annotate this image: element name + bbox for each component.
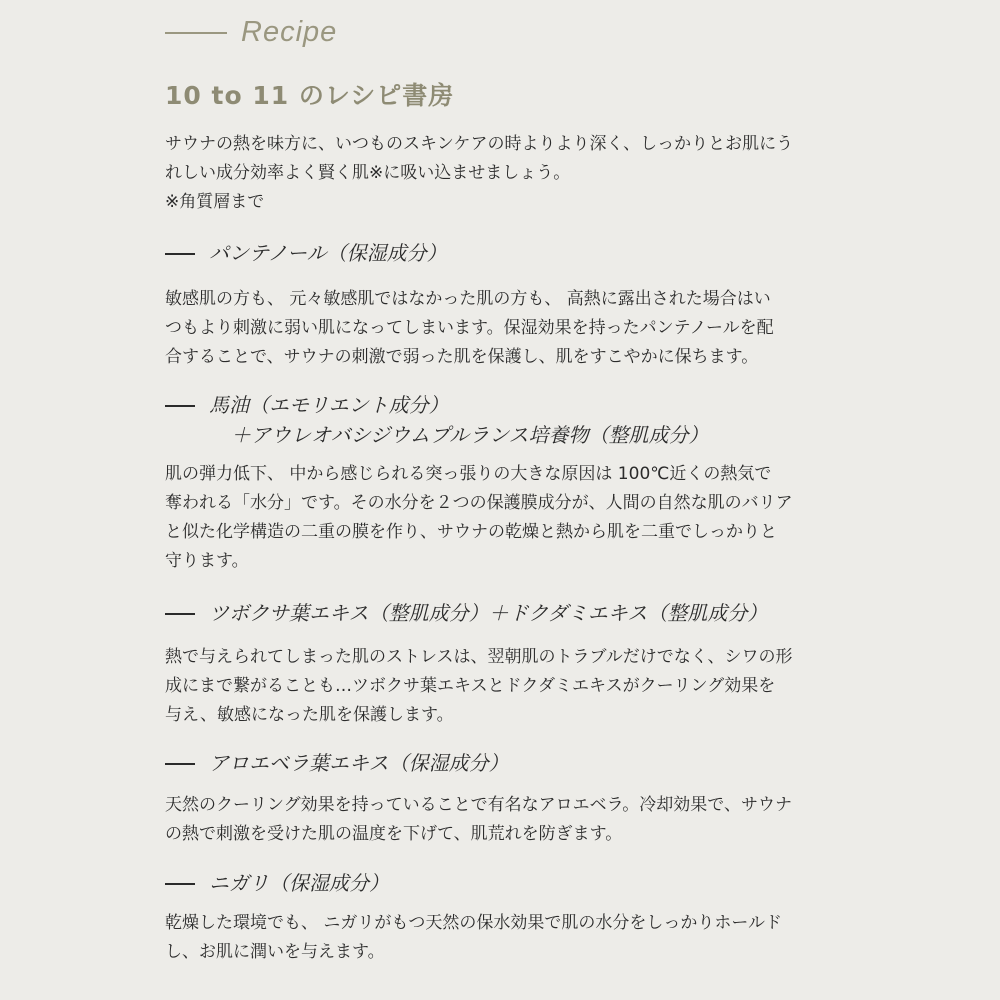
eyebrow-label: Recipe (241, 16, 338, 48)
intro-note: ※角質層まで (165, 192, 265, 212)
heading-dash (165, 405, 195, 407)
intro-line: サウナの熱を味方に、いつものスキンケアの時よりより深く、しっかりとお肌にう (165, 134, 794, 154)
body-line: 与え、敏感になった肌を保護します。 (165, 705, 454, 725)
intro-line: れしい成分効率よく賢く肌※に吸い込ませましょう。 (165, 163, 571, 183)
section-heading-aloe (165, 748, 845, 778)
body-line: の熱で刺激を受けた肌の温度を下げて、肌荒れを防ぎます。 (165, 824, 623, 844)
section-heading-centella (165, 598, 845, 628)
section-body-nigari (165, 909, 845, 967)
heading-text: アロエベラ葉エキス（保湿成分） (209, 751, 509, 775)
section-body-horse-oil (165, 460, 845, 576)
eyebrow-rule (165, 32, 227, 34)
heading-text: 馬油（エモリエント成分） (209, 393, 449, 417)
body-line: 成にまで繋がることも…ツボクサ葉エキスとドクダミエキスがクーリング効果を (165, 676, 776, 696)
heading-text: ツボクサ葉エキス（整肌成分）＋ドクダミエキス（整肌成分） (209, 601, 768, 625)
eyebrow (165, 16, 337, 49)
page-title: 10 to 11 のレシピ書房 (165, 81, 455, 110)
heading-dash (165, 613, 195, 615)
body-line: し、お肌に潤いを与えます。 (165, 942, 385, 962)
body-line: 天然のクーリング効果を持っていることで有名なアロエベラ。冷却効果で、サウナ (165, 795, 792, 815)
section-heading-horse-oil (165, 390, 845, 450)
body-line: 合することで、サウナの刺激で弱った肌を保護し、肌をすこやかに保ちます。 (165, 347, 759, 367)
body-line: 乾燥した環境でも、 ニガリがもつ天然の保水効果で肌の水分をしっかりホールド (165, 913, 783, 933)
section-body-centella (165, 643, 845, 730)
body-line: つもより刺激に弱い肌になってしまいます。保湿効果を持ったパンテノールを配 (165, 318, 774, 338)
heading-subtext: ＋アウレオバシジウムプルランス培養物（整肌成分） (211, 423, 709, 447)
heading-dash (165, 253, 195, 255)
section-body-aloe (165, 791, 845, 849)
heading-text: ニガリ（保湿成分） (209, 871, 389, 895)
body-line: 奪われる「水分」です。その水分を２つの保護膜成分が、人間の自然な肌のバリア (165, 493, 793, 513)
body-line: 敏感肌の方も、 元々敏感肌ではなかった肌の方も、 高熱に露出された場合はい (165, 289, 771, 309)
body-line: 肌の弾力低下、 中から感じられる突っ張りの大きな原因は 100℃近くの熱気で (165, 464, 772, 484)
heading-dash (165, 883, 195, 885)
heading-dash (165, 763, 195, 765)
section-heading-panthenol (165, 238, 845, 268)
intro-paragraph (165, 130, 845, 217)
body-line: 熱で与えられてしまった肌のストレスは、翌朝肌のトラブルだけでなく、シワの形 (165, 647, 793, 667)
section-heading-nigari (165, 868, 845, 898)
body-line: と似た化学構造の二重の膜を作り、サウナの乾燥と熱から肌を二重でしっかりと (165, 522, 777, 542)
heading-text: パンテノール（保湿成分） (209, 241, 447, 265)
body-line: 守ります。 (165, 551, 249, 571)
section-body-panthenol (165, 285, 845, 372)
